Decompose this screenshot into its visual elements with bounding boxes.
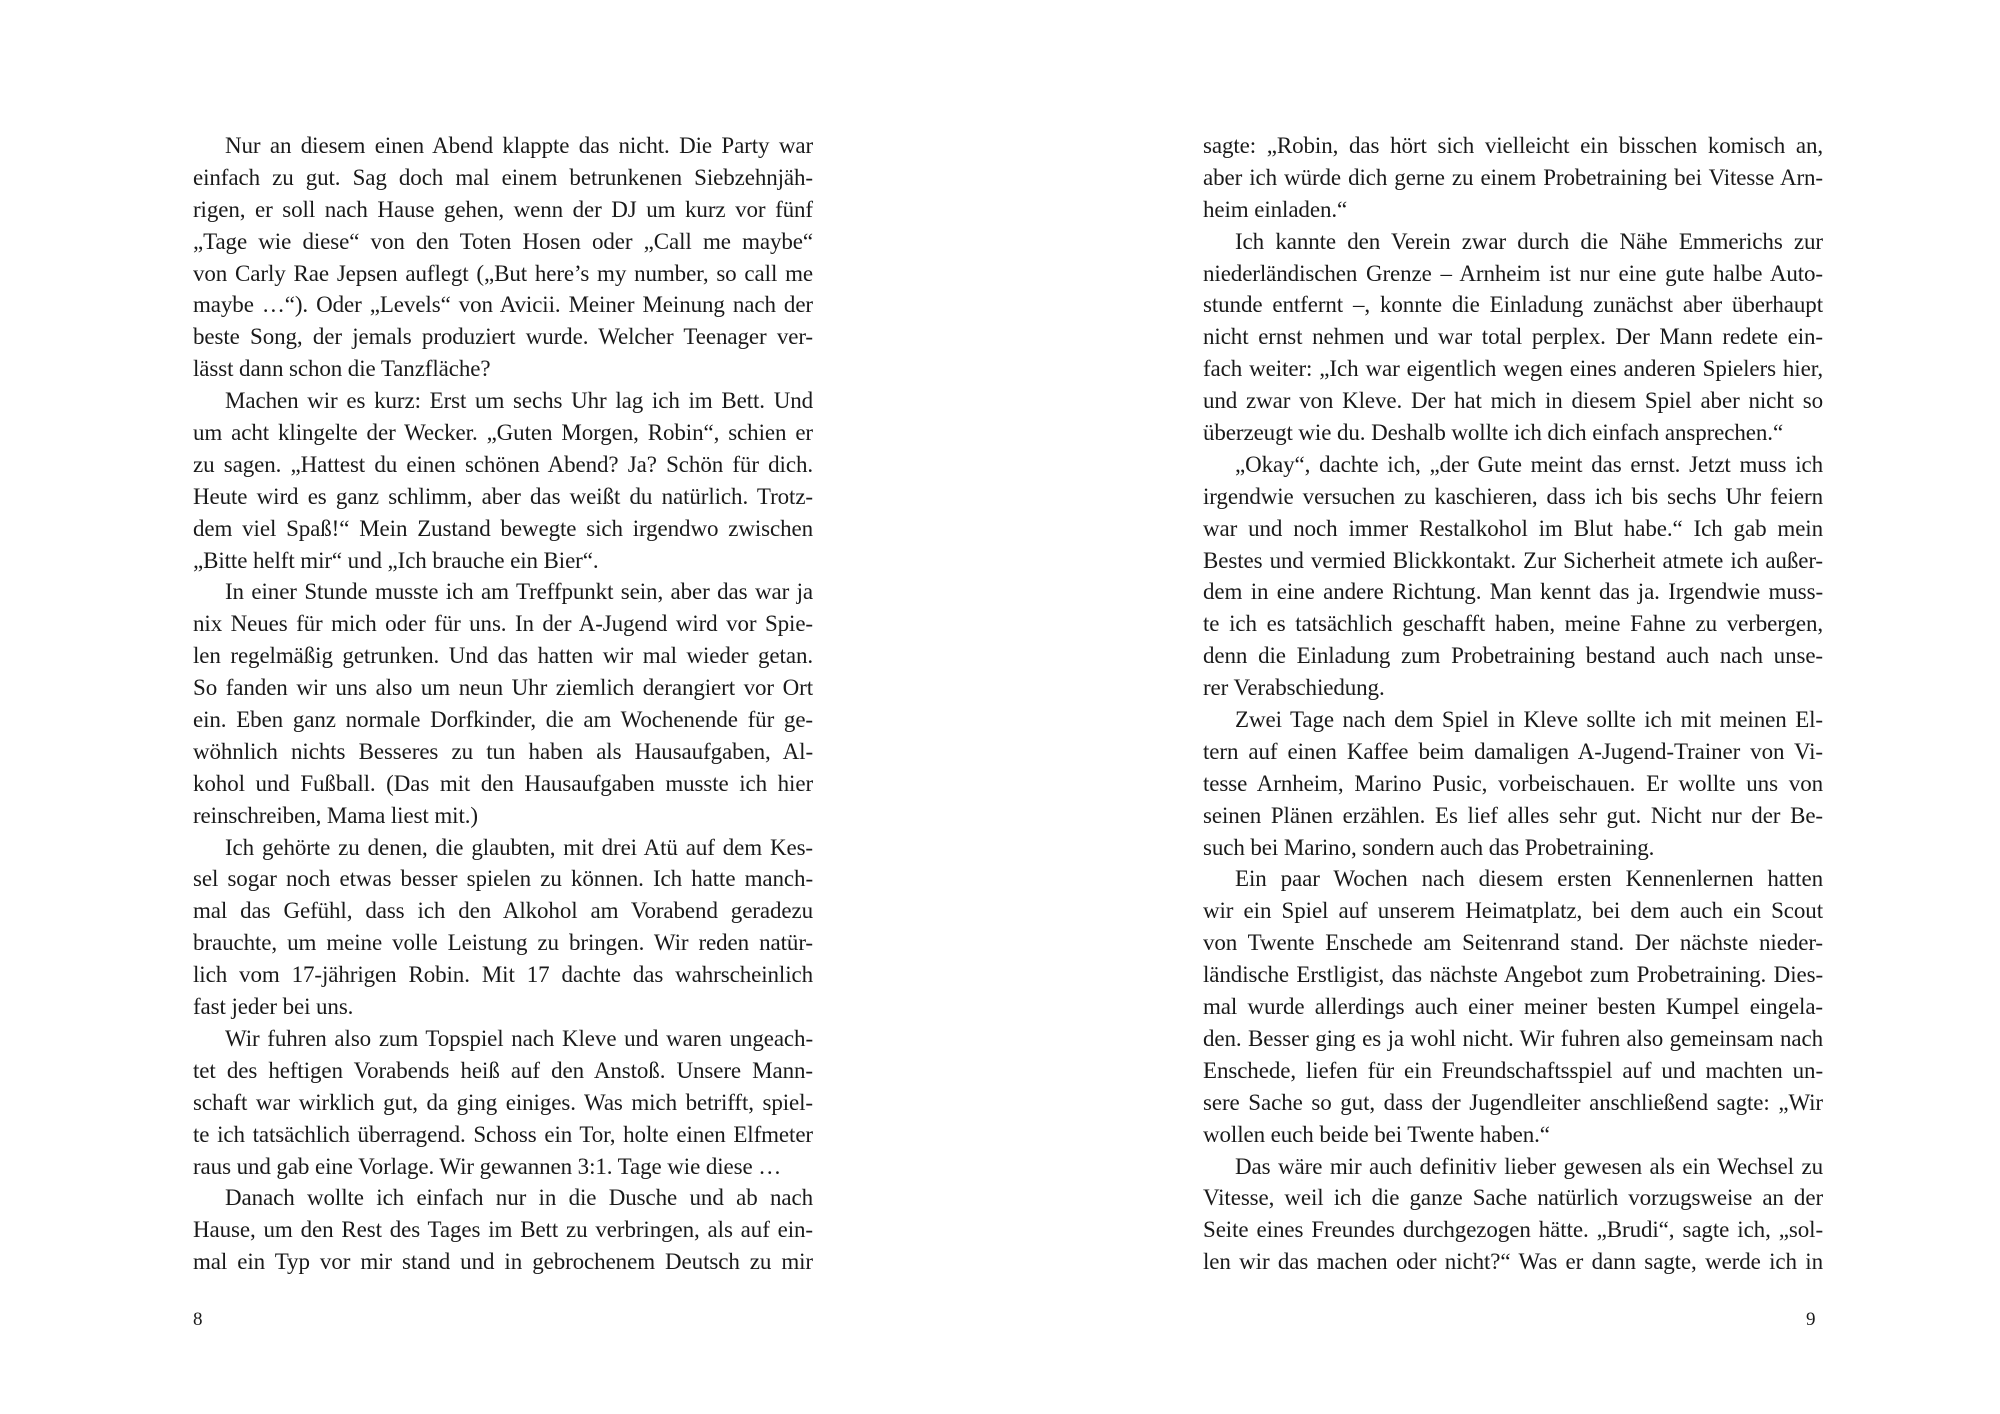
text-line: um acht klingelte der Wecker. „Guten Morgen, Robin“, schien er (193, 420, 813, 446)
text-line: sagte: „Robin, das hört sich vielleicht ein bisschen komisch an, (1203, 133, 1823, 158)
text-line: ländische Erstligist, das nächste Angebot zum Probetraining. Dies- (1203, 962, 1823, 988)
text-line: stunde entfernt –, konnte die Einladung zunächst aber überhaupt (1203, 292, 1823, 318)
text-line: Ein paar Wochen nach diesem ersten Kennenlernen hatten (1235, 866, 1823, 892)
text-line: war und noch immer Restalkohol im Blut habe.“ Ich gab mein (1203, 515, 1823, 541)
text-line: len wir das machen oder nicht?“ Was er dann sagte, werde ich in (1203, 1249, 1823, 1275)
text-line: nix Neues für mich oder für uns. In der A-Jugend wird vor Spie- (193, 611, 813, 637)
text-line: tesse Arnheim, Marino Pusic, vorbeischauen. Er wollte uns von (1203, 770, 1823, 796)
text-line: den. Besser ging es ja wohl nicht. Wir fuhren also gemeinsam nach (1203, 1025, 1823, 1051)
text-line: fast jeder bei uns. (193, 994, 354, 1020)
text-line: wir ein Spiel auf unserem Heimatplatz, bei dem auch ein Scout (1203, 898, 1823, 924)
text-line: „Okay“, dachte ich, „der Gute meint das ernst. Jetzt muss ich (1235, 451, 1823, 477)
right-page-number: 9 (1806, 1309, 1816, 1330)
text-line: brauchte, um meine volle Leistung zu bringen. Wir reden natür- (193, 930, 813, 956)
text-line: zu sagen. „Hattest du einen schönen Abend? Ja? Schön für dich. (193, 451, 813, 477)
text-line: von Carly Rae Jepsen auflegt („But here’s my number, so call me (193, 260, 813, 286)
text-line: rigen, er soll nach Hause gehen, wenn der DJ um kurz vor fünf (193, 196, 813, 222)
text-line: niederländischen Grenze – Arnheim ist nur eine gute halbe Auto- (1203, 260, 1823, 286)
text-line: wollen euch beide bei Twente haben.“ (1203, 1121, 1550, 1147)
text-line: len regelmäßig getrunken. Und das hatten wir mal wieder getan. (193, 643, 813, 669)
text-line: denn die Einladung zum Probetraining bestand auch nach unse- (1203, 643, 1823, 669)
text-line: te ich es tatsächlich geschafft haben, meine Fahne zu verbergen, (1203, 611, 1823, 637)
text-line: Danach wollte ich einfach nur in die Dusche und ab nach (225, 1185, 813, 1211)
text-line: Bestes und vermied Blickkontakt. Zur Sicherheit atmete ich außer- (1203, 547, 1823, 573)
text-line: Enschede, liefen für ein Freundschaftsspiel auf und machten un- (1203, 1057, 1823, 1083)
text-line: dem in eine andere Richtung. Man kennt das ja. Irgendwie muss- (1203, 579, 1823, 605)
text-line: Vitesse, weil ich die ganze Sache natürlich vorzugsweise an der (1203, 1185, 1823, 1211)
text-line: mal ein Typ vor mir stand und in gebrochenem Deutsch zu mir (193, 1249, 813, 1275)
text-line: „Tage wie diese“ von den Toten Hosen oder „Call me maybe“ (193, 228, 813, 254)
text-line: lich vom 17-jährigen Robin. Mit 17 dachte das wahrscheinlich (193, 962, 813, 988)
text-line: such bei Marino, sondern auch das Probetraining. (1203, 834, 1655, 860)
text-line: maybe …“). Oder „Levels“ von Avicii. Meiner Meinung nach der (193, 292, 813, 318)
text-line: Das wäre mir auch definitiv lieber gewesen als ein Wechsel zu (1235, 1153, 1823, 1179)
text-line: Seite eines Freundes durchgezogen hätte. „Brudi“, sagte ich, „sol- (1203, 1217, 1823, 1243)
text-line: Nur an diesem einen Abend klappte das nicht. Die Party war (225, 133, 813, 158)
text-line: Wir fuhren also zum Topspiel nach Kleve und waren ungeach- (225, 1025, 813, 1051)
text-line: schaft war wirklich gut, da ging einiges. Was mich betrifft, spiel- (193, 1089, 813, 1115)
text-line: und zwar von Kleve. Der hat mich in diesem Spiel aber nicht so (1203, 388, 1823, 414)
text-line: So fanden wir uns also um neun Uhr ziemlich derangiert vor Ort (193, 675, 813, 701)
text-line: Machen wir es kurz: Erst um sechs Uhr lag ich im Bett. Und (225, 388, 813, 414)
left-page-number: 8 (193, 1309, 203, 1330)
text-line: überzeugt wie du. Deshalb wollte ich dich einfach ansprechen.“ (1203, 420, 1784, 446)
text-line: kohol und Fußball. (Das mit den Hausaufgaben musste ich hier (193, 770, 813, 796)
text-line: beste Song, der jemals produziert wurde. Welcher Teenager ver- (193, 324, 813, 350)
text-line: rer Verabschiedung. (1203, 675, 1385, 701)
text-line: heim einladen.“ (1203, 196, 1348, 222)
text-line: von Twente Enschede am Seitenrand stand. Der nächste nieder- (1203, 930, 1823, 956)
text-line: In einer Stunde musste ich am Treffpunkt sein, aber das war ja (225, 579, 813, 605)
text-line: Zwei Tage nach dem Spiel in Kleve sollte ich mit meinen El- (1235, 707, 1823, 733)
text-line: raus und gab eine Vorlage. Wir gewannen 3:1. Tage wie diese … (193, 1153, 782, 1179)
text-line: aber ich würde dich gerne zu einem Probetraining bei Vitesse Arn- (1203, 164, 1823, 190)
text-line: fach weiter: „Ich war eigentlich wegen eines anderen Spielers hier, (1203, 356, 1823, 382)
text-line: te ich tatsächlich überragend. Schoss ein Tor, holte einen Elfmeter (193, 1121, 813, 1147)
left-page-text (193, 130, 813, 1278)
text-line: mal wurde allerdings auch einer meiner besten Kumpel eingela- (1203, 994, 1823, 1020)
text-line: tern auf einen Kaffee beim damaligen A-Jugend-Trainer von Vi- (1203, 738, 1823, 764)
right-page-text (1203, 130, 1823, 1278)
text-line: mal das Gefühl, dass ich den Alkohol am Vorabend geradezu (193, 898, 813, 924)
text-line: irgendwie versuchen zu kaschieren, dass ich bis sechs Uhr feiern (1203, 483, 1823, 509)
text-line: reinschreiben, Mama liest mit.) (193, 802, 478, 828)
text-line: einfach zu gut. Sag doch mal einem betrunkenen Siebzehnjäh- (193, 164, 813, 190)
text-line: Ich kannte den Verein zwar durch die Nähe Emmerichs zur (1235, 228, 1823, 254)
text-line: dem viel Spaß!“ Mein Zustand bewegte sich irgendwo zwischen (193, 515, 813, 541)
text-line: sere Sache so gut, dass der Jugendleiter anschließend sagte: „Wir (1203, 1089, 1823, 1115)
text-line: seinen Plänen erzählen. Es lief alles sehr gut. Nicht nur der Be- (1203, 802, 1823, 828)
text-line: sel sogar noch etwas besser spielen zu können. Ich hatte manch- (193, 866, 813, 892)
text-line: „Bitte helft mir“ und „Ich brauche ein Bier“. (193, 547, 599, 573)
text-line: nicht ernst nehmen und war total perplex. Der Mann redete ein- (1203, 324, 1823, 350)
text-line: Ich gehörte zu denen, die glaubten, mit drei Atü auf dem Kes- (225, 834, 813, 860)
text-line: lässt dann schon die Tanzfläche? (193, 356, 491, 382)
text-line: ein. Eben ganz normale Dorfkinder, die am Wochenende für ge- (193, 707, 813, 733)
text-line: Hause, um den Rest des Tages im Bett zu verbringen, als auf ein- (193, 1217, 813, 1243)
text-line: wöhnlich nichts Besseres zu tun haben als Hausaufgaben, Al- (193, 738, 813, 764)
text-line: tet des heftigen Vorabends heiß auf den Anstoß. Unsere Mann- (193, 1057, 813, 1083)
text-line: Heute wird es ganz schlimm, aber das weißt du natürlich. Trotz- (193, 483, 813, 509)
